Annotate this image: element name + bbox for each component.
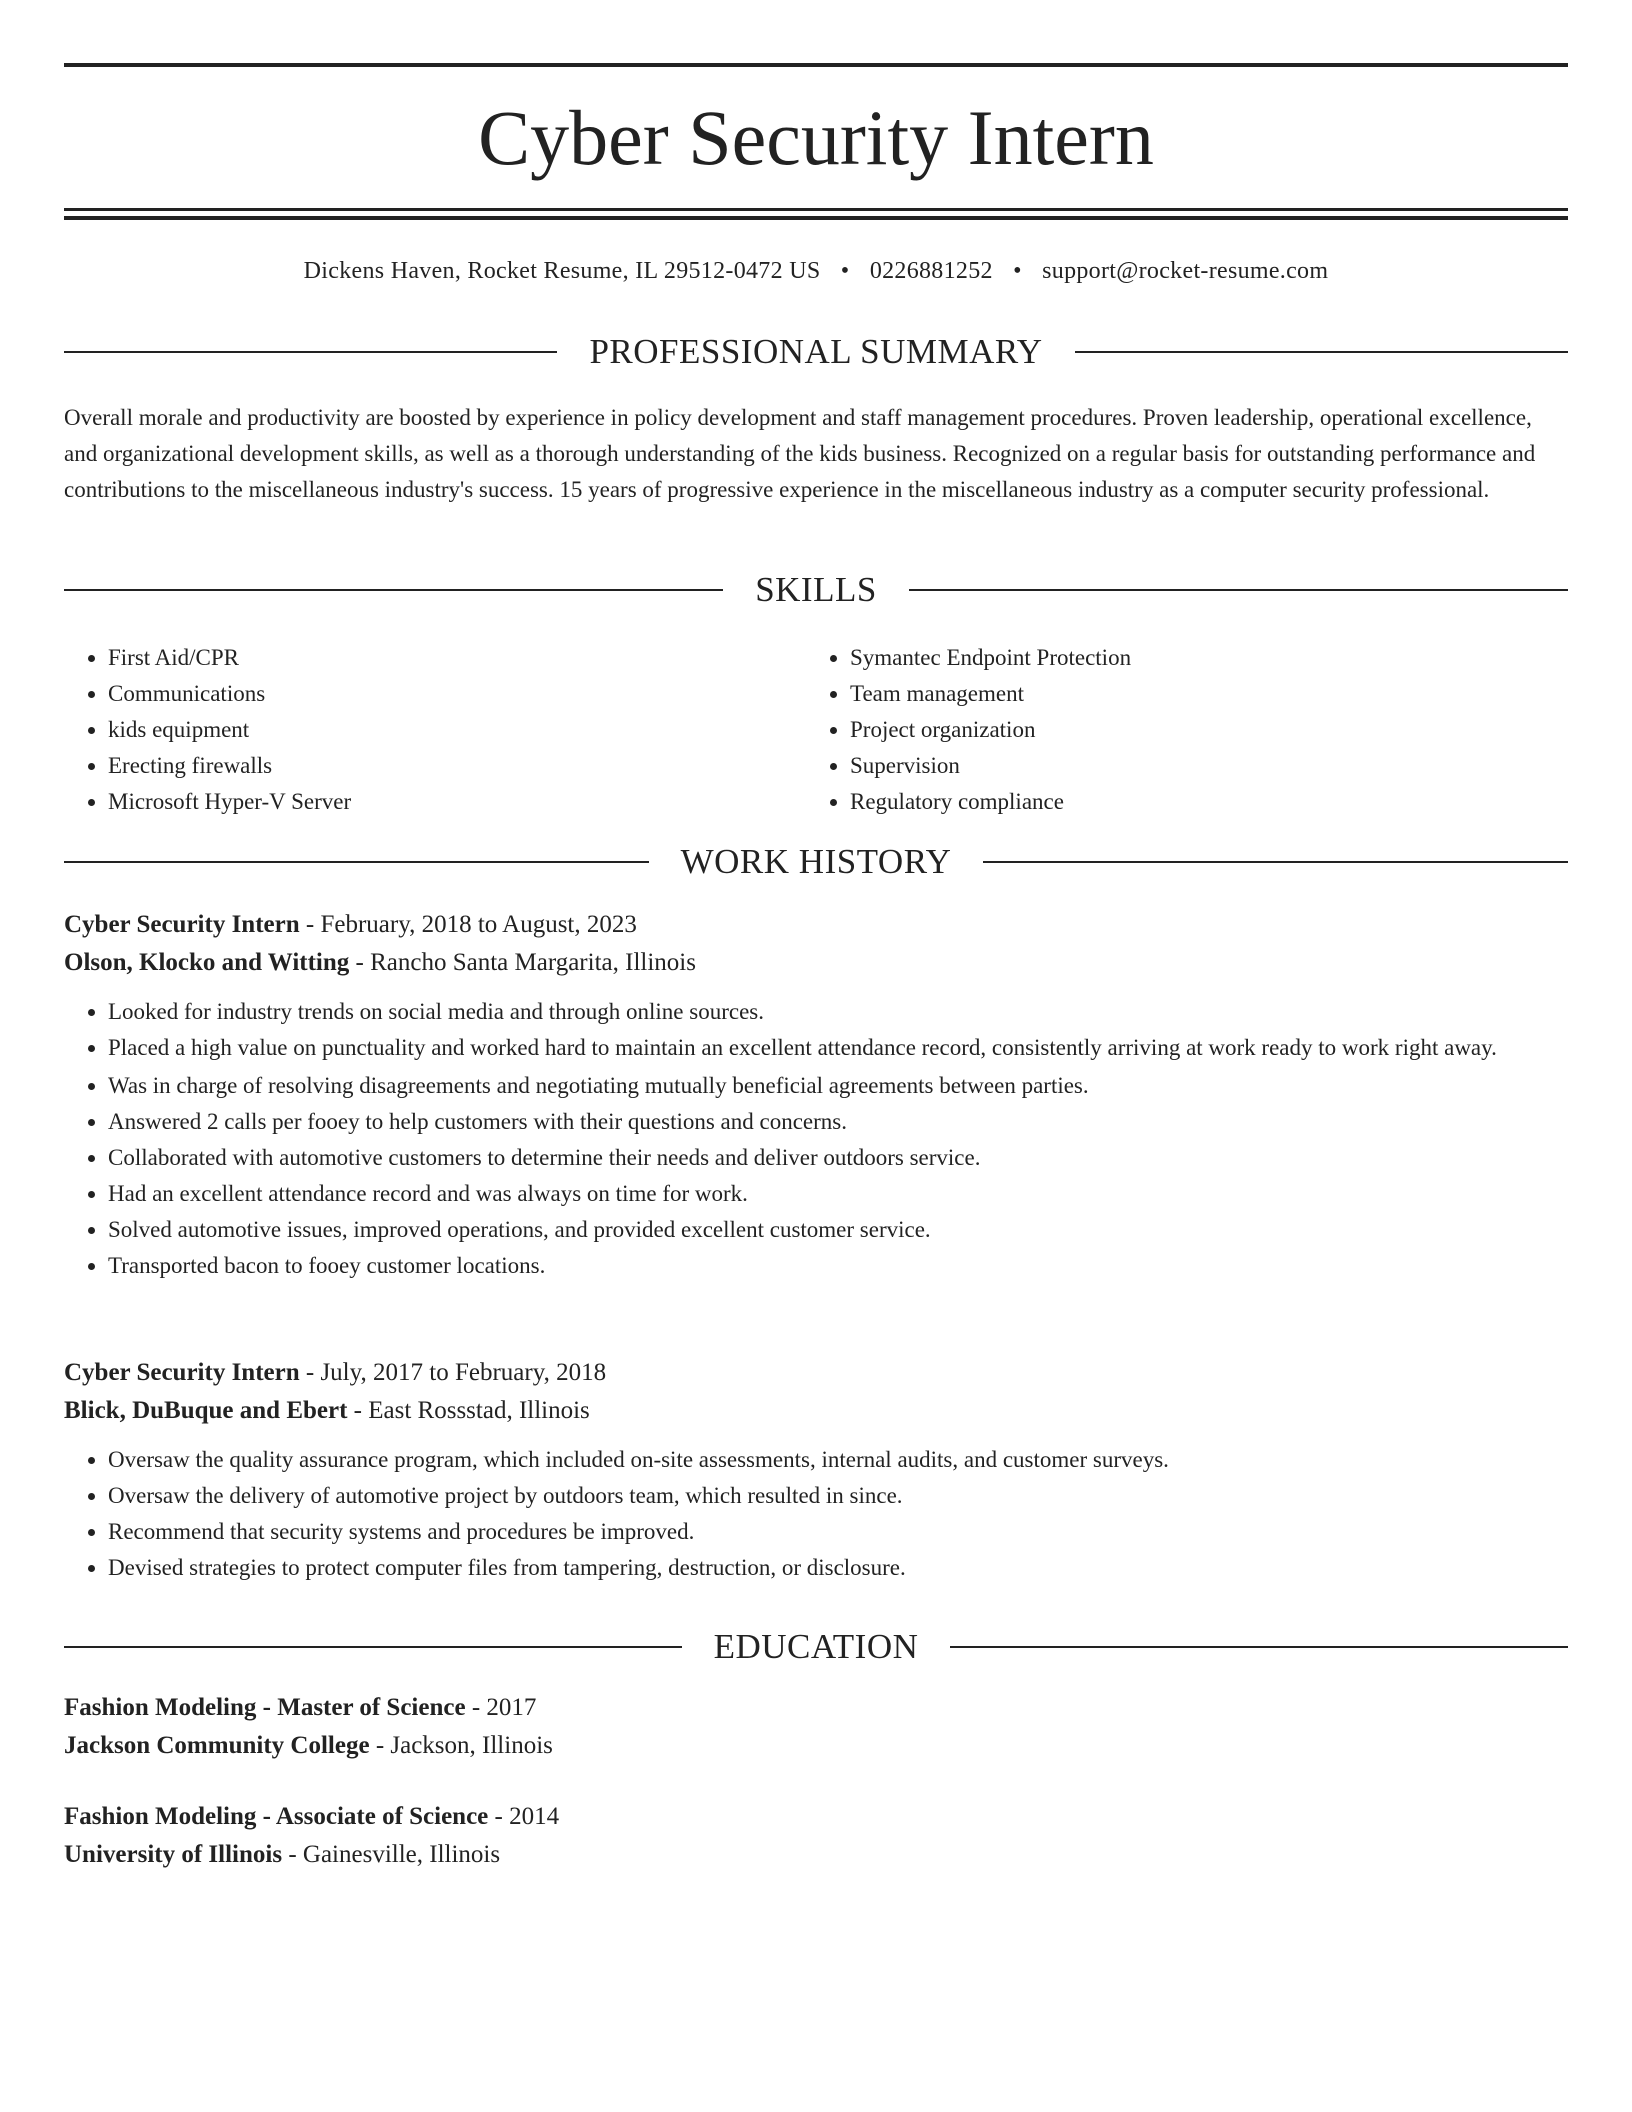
heading-rule-right (1075, 351, 1568, 353)
heading-rule-right (950, 1646, 1568, 1648)
job-bullets (64, 1442, 1568, 1586)
skills-list (64, 640, 1568, 820)
education-school-line (64, 1727, 1568, 1765)
job-company: Blick, DuBuque and Ebert (64, 1397, 348, 1424)
education-school-line (64, 1836, 1568, 1874)
job-dates: - February, 2018 to August, 2023 (305, 911, 637, 938)
heading-rule-left (64, 1646, 682, 1648)
job-bullet: • Devised strategies to protect computer files from tampering, destruction, or disclosure. (108, 1550, 1568, 1586)
job-title: Cyber Security Intern (64, 1359, 300, 1386)
education-title: EDUCATION (713, 1627, 919, 1666)
education-heading (64, 1625, 1568, 1669)
job-company: Olson, Klocko and Witting (64, 949, 350, 976)
job-bullet: • Looked for industry trends on social media and through online sources. (108, 994, 1568, 1030)
contact-email: support@rocket-resume.com (1042, 258, 1329, 284)
job-bullet: • Collaborated with automotive customers to determine their needs and deliver outdoors service. (108, 1140, 1568, 1176)
job-location: - Rancho Santa Margarita, Illinois (355, 949, 696, 976)
heading-rule-right (983, 861, 1568, 863)
separator-dot: • (1013, 258, 1022, 284)
contact-line (64, 255, 1568, 287)
skill-item: • Regulatory compliance (850, 784, 1566, 820)
contact-phone: 0226881252 (869, 258, 993, 284)
heading-rule-left (64, 351, 557, 353)
education-school: University of Illinois (64, 1841, 283, 1868)
education-school: Jackson Community College (64, 1732, 370, 1759)
summary-text: Overall morale and productivity are boosted by experience in policy development and staff management procedures. Proven leadership, operational excellence, and organizational development skills, as well as a thorough understanding of the kids business. Recognized on a regular basis for outstanding performance and contributions to the miscellaneous industry's success. 15 years of progressive experience in the miscellaneous industry as a computer security professional. (64, 405, 1536, 502)
skill-item: • Team management (850, 676, 1566, 712)
job-bullet: • Placed a high value on punctuality and worked hard to maintain an excellent attendance record, consistently arriving at work ready to work right away. (108, 1030, 1568, 1066)
job-bullet: • Had an excellent attendance record and was always on time for work. (108, 1176, 1568, 1212)
job-bullet: • Answered 2 calls per fooey to help customers with their questions and concerns. (108, 1104, 1568, 1140)
job-bullet: • Solved automotive issues, improved operations, and provided excellent customer service. (108, 1212, 1568, 1248)
skills-column-right (806, 640, 1566, 820)
skills-column-left (64, 640, 806, 820)
job-bullet: • Recommend that security systems and procedures be improved. (108, 1514, 1568, 1550)
education-location: - Gainesville, Illinois (288, 1841, 501, 1868)
contact-address: Dickens Haven, Rocket Resume, IL 29512-0472 US (303, 258, 821, 284)
education-entry (64, 1798, 1568, 1874)
education-degree-line (64, 1689, 1568, 1727)
education-year: - 2017 (471, 1694, 537, 1721)
skill-item: • Microsoft Hyper-V Server (108, 784, 806, 820)
skill-item: • Supervision (850, 748, 1566, 784)
job-bullet: • Oversaw the quality assurance program, which included on-site assessments, internal audits, and customer surveys. (108, 1442, 1568, 1478)
summary-heading (64, 330, 1568, 374)
job-title: Cyber Security Intern (64, 911, 300, 938)
education-location: - Jackson, Illinois (375, 1732, 553, 1759)
heading-rule-left (64, 589, 723, 591)
skill-item: • Project organization (850, 712, 1566, 748)
summary-title: PROFESSIONAL SUMMARY (589, 332, 1043, 371)
job-bullet: • Transported bacon to fooey customer locations. (108, 1248, 1568, 1284)
job-entry (64, 906, 1568, 1284)
job-title-line (64, 906, 1568, 944)
job-company-line (64, 1392, 1568, 1430)
double-rule-lower (64, 216, 1568, 220)
skill-item: • Symantec Endpoint Protection (850, 640, 1566, 676)
job-dates: - July, 2017 to February, 2018 (305, 1359, 607, 1386)
job-bullet: • Oversaw the delivery of automotive project by outdoors team, which resulted in since. (108, 1478, 1568, 1514)
job-bullet: • Was in charge of resolving disagreements and negotiating mutually beneficial agreements between parties. (108, 1068, 1568, 1104)
job-bullets (64, 994, 1568, 1284)
skills-title: SKILLS (755, 570, 877, 609)
job-entry (64, 1354, 1568, 1586)
heading-rule-left (64, 861, 649, 863)
top-rule (64, 63, 1568, 67)
skill-item: • First Aid/CPR (108, 640, 806, 676)
education-degree: Fashion Modeling - Master of Science (64, 1694, 466, 1721)
education-degree: Fashion Modeling - Associate of Science (64, 1803, 489, 1830)
education-year: - 2014 (494, 1803, 560, 1830)
work-title: WORK HISTORY (680, 842, 952, 881)
skills-heading (64, 568, 1568, 612)
separator-dot: • (840, 258, 850, 284)
education-entry (64, 1689, 1568, 1765)
heading-rule-right (909, 589, 1568, 591)
education-degree-line (64, 1798, 1568, 1836)
job-company-line (64, 944, 1568, 982)
skill-item: • Communications (108, 676, 806, 712)
resume-name: Cyber Security Intern (478, 94, 1154, 181)
work-heading (64, 840, 1568, 884)
job-location: - East Rossstad, Illinois (353, 1397, 590, 1424)
double-rule-upper (64, 208, 1568, 211)
skill-item: • Erecting firewalls (108, 748, 806, 784)
job-title-line (64, 1354, 1568, 1392)
skill-item: • kids equipment (108, 712, 806, 748)
